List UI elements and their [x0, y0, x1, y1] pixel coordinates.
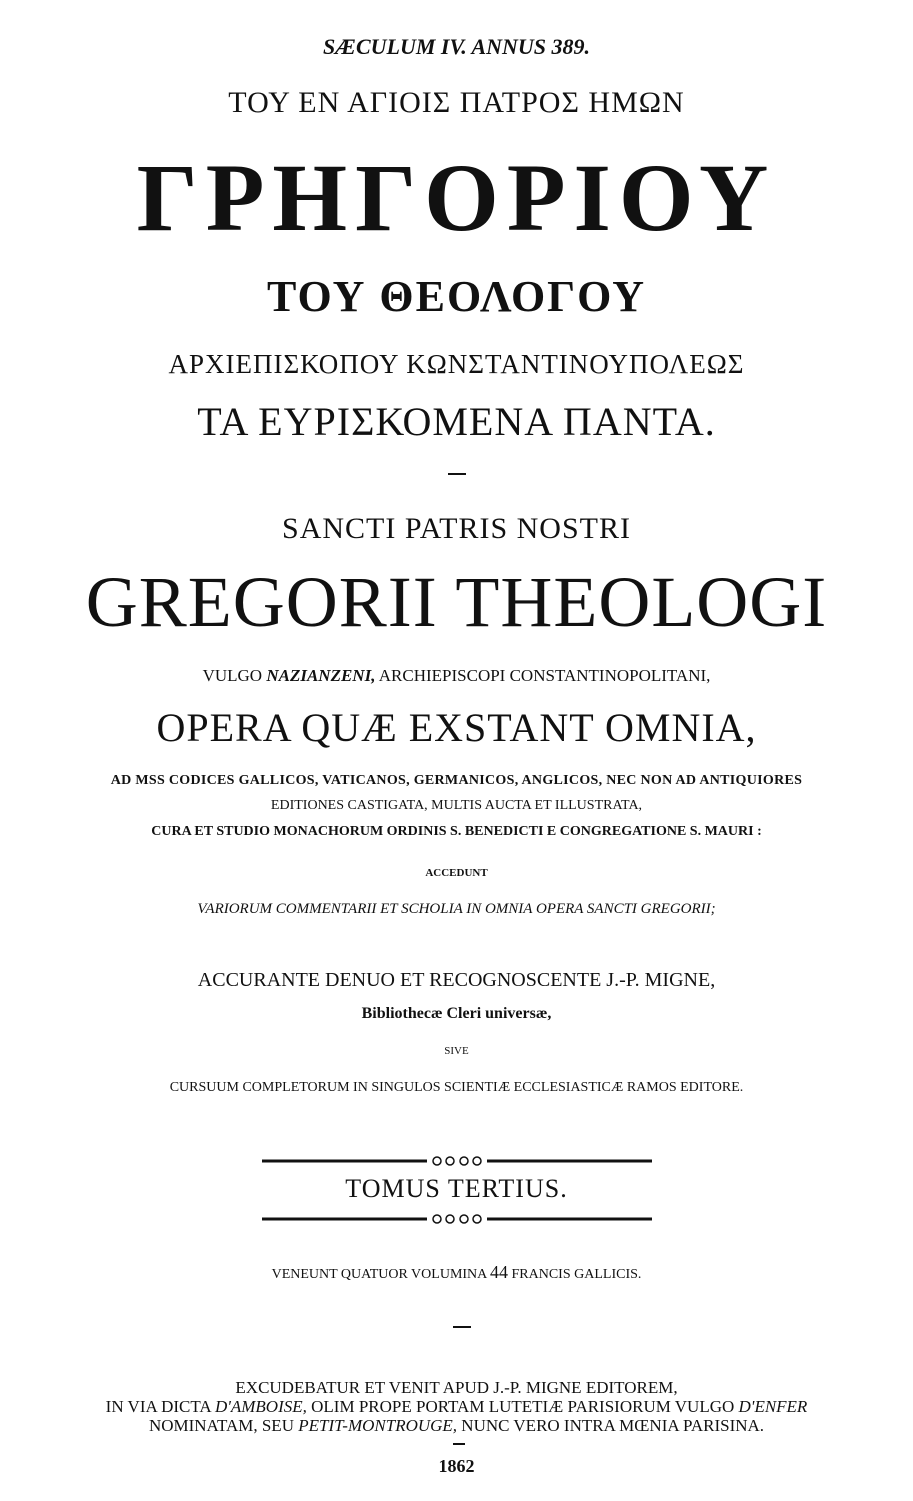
latin-cursuum-text: CURSUUM COMPLETORUM IN SINGULOS SCIENTIÆ ECCLESIASTICÆ RAMOS EDITORE. [169, 1080, 744, 1095]
greek-ta-heuriskomena-text: ΤΑ ΕΥΡΙΣΚΟΜΕΝΑ ΠΑΝΤΑ. [197, 399, 716, 444]
latin-bibliothecae-text: Bibliothecæ Cleri universæ, [361, 1005, 552, 1022]
imprint-line-1-text: EXCUDEBATUR ET VENIT APUD J.-P. MIGNE EDITOREM, [235, 1378, 678, 1397]
latin-sancti [0, 514, 913, 544]
latin-variorum [0, 902, 913, 917]
greek-line-1 [0, 88, 913, 118]
tomus-text: TOMUS TERTIUS. [345, 1174, 568, 1203]
ornament-rule-top [262, 1154, 652, 1168]
greek-theologou-text: ΤΟΥ ΘΕΟΛΟΓΟΥ [266, 272, 647, 321]
imprint-line-2 [0, 1398, 913, 1415]
latin-editiones [0, 799, 913, 813]
latin-vulgo-post: ARCHIEPISCOPI CONSTANTINOPOLITANI, [375, 666, 711, 685]
latin-ad-mss-text: AD MSS CODICES GALLICOS, VATICANOS, GERMANICOS, ANGLICOS, NEC NON AD ANTIQUIORES [110, 773, 803, 788]
greek-archiepiskopou-text: ΑΡΧΙΕΠΙΣΚΟΠΟΥ ΚΩΝΣΤΑΝΤΙΝΟΥΠΟΛΕΩΣ [168, 349, 745, 379]
greek-line-1-text: ΤΟΥ ΕΝ ΑΓΙΟΙΣ ΠΑΤΡΟΣ ΗΜΩΝ [228, 86, 685, 119]
latin-name-title [0, 562, 913, 642]
latin-variorum-text: VARIORUM COMMENTARII ET SCHOLIA IN OMNIA OPERA SANCTI GREGORII; [197, 901, 716, 917]
greek-ta-heuriskomena [0, 399, 913, 444]
imprint-line-2-denfer: D'ENFER [738, 1397, 808, 1416]
price-line [0, 1263, 913, 1282]
latin-sancti-text: SANCTI PATRIS NOSTRI [282, 512, 631, 545]
latin-cura [0, 825, 913, 839]
imprint-year-text: 1862 [438, 1456, 475, 1476]
imprint-year [0, 1457, 913, 1475]
latin-editiones-text: EDITIONES CASTIGATA, MULTIS AUCTA ET ILLUSTRATA, [270, 798, 643, 813]
latin-accedunt [0, 868, 913, 879]
saeculum-text: SÆCULUM IV. ANNUS 389. [322, 34, 591, 59]
imprint-line-3-petit-montrouge: PETIT-MONTROUGE, [298, 1416, 458, 1435]
latin-vulgo-pre: VULGO [202, 666, 267, 685]
latin-name-text: GREGORII THEOLOGI [85, 562, 828, 642]
divider-dash-1 [448, 473, 466, 475]
imprint-line-2-mid: OLIM PROPE PORTAM LUTETIÆ PARISIORUM VULGO [306, 1397, 739, 1416]
divider-dash-3 [453, 1443, 465, 1445]
latin-opera [0, 705, 913, 750]
latin-ad-mss [0, 774, 913, 788]
tomus-title [0, 1176, 913, 1202]
imprint-line-3-post: NUNC VERO INTRA MŒNIA PARISINA. [457, 1416, 765, 1435]
greek-name-title [0, 144, 913, 251]
latin-vulgo [0, 667, 913, 684]
price-number: 44 [490, 1262, 508, 1282]
latin-accedunt-text: ACCEDUNT [425, 867, 488, 879]
greek-name-text: ΓΡΗΓΟΡΙΟΥ [136, 144, 777, 251]
latin-opera-text: OPERA QUÆ EXSTANT OMNIA, [156, 705, 757, 750]
latin-accurante-text: ACCURANTE DENUO ET RECOGNOSCENTE J.-P. MIGNE, [197, 969, 716, 991]
latin-cursuum [0, 1081, 913, 1095]
latin-vulgo-nazianzeni: NAZIANZENI, [266, 666, 376, 685]
imprint-line-2-damboise: D'AMBOISE, [214, 1397, 307, 1416]
latin-bibliothecae [0, 1006, 913, 1022]
greek-archiepiskopou [0, 351, 913, 378]
price-post: FRANCIS GALLICIS. [508, 1267, 642, 1282]
price-pre: VENEUNT QUATUOR VOLUMINA [271, 1267, 490, 1282]
imprint-line-3-pre: NOMINATAM, SEU [148, 1416, 299, 1435]
imprint-line-2-pre: IN VIA DICTA [105, 1397, 215, 1416]
greek-theologou [0, 272, 913, 321]
imprint-line-1 [0, 1379, 913, 1396]
ornament-rule-bottom [262, 1212, 652, 1226]
saeculum-line [0, 36, 913, 58]
latin-sive-text: SIVE [444, 1045, 469, 1057]
latin-cura-text: CURA ET STUDIO MONACHORUM ORDINIS S. BENEDICTI E CONGREGATIONE S. MAURI : [151, 824, 762, 839]
imprint-line-3 [0, 1417, 913, 1434]
divider-dash-2 [453, 1326, 471, 1328]
latin-accurante [0, 970, 913, 990]
latin-sive [0, 1046, 913, 1057]
